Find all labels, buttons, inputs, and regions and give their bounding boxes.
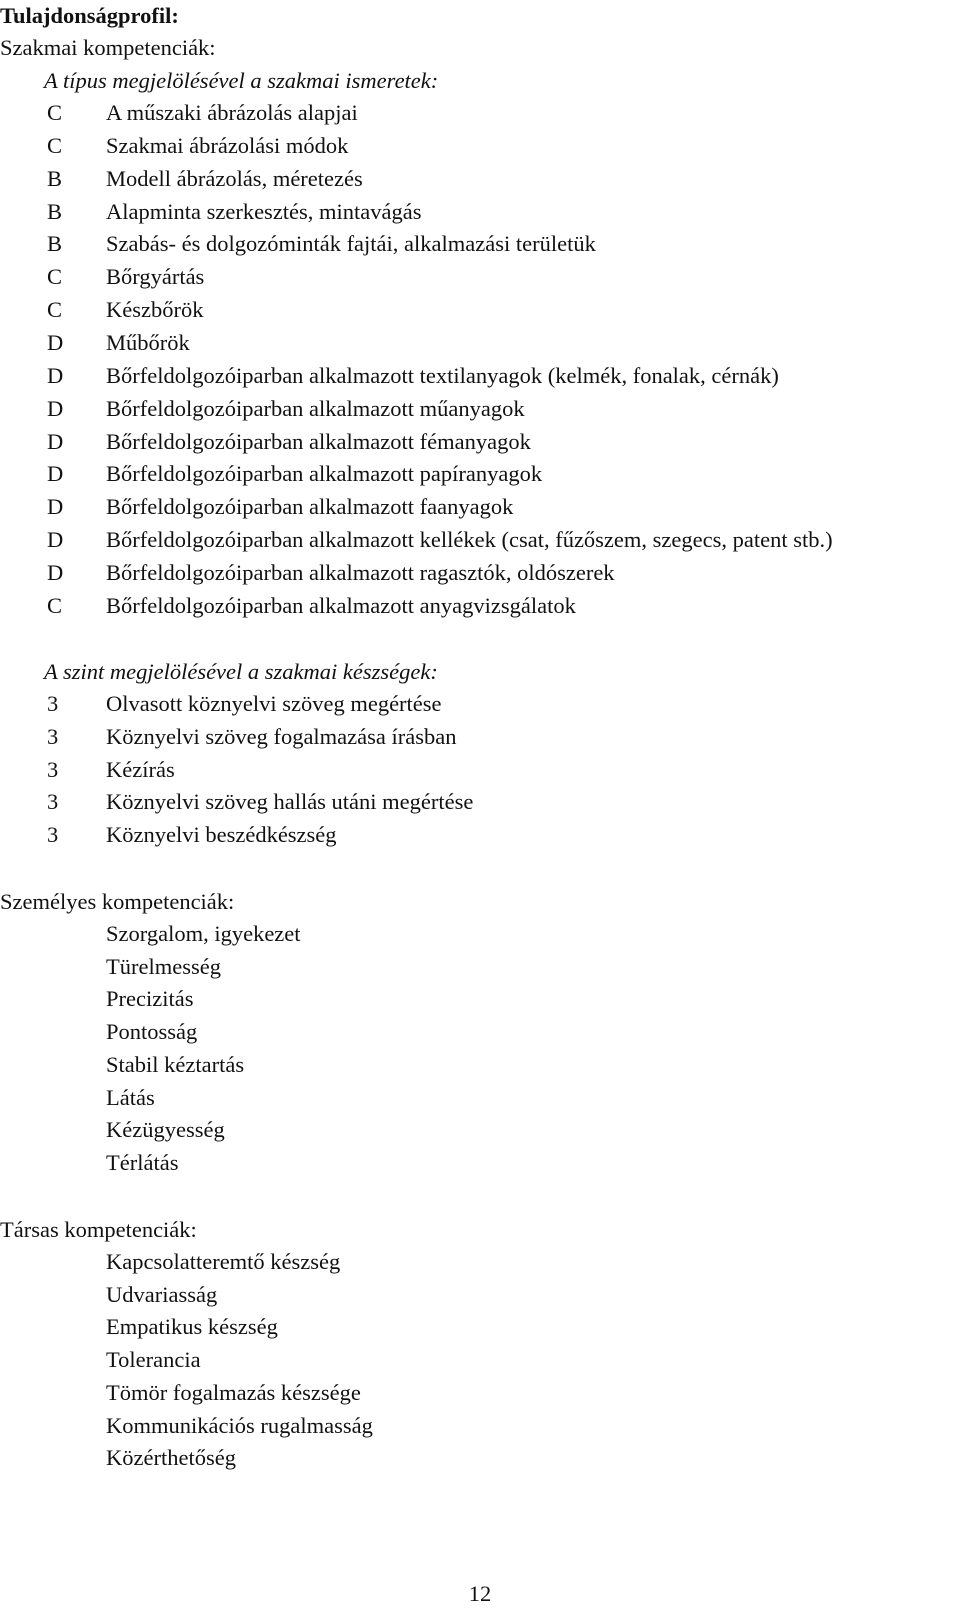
item-text: Bőrfeldolgozóiparban alkalmazott papíranyagok xyxy=(106,461,543,487)
ismeret-row xyxy=(0,263,960,291)
tarsas-row xyxy=(0,1281,960,1309)
szemelyes-row xyxy=(0,953,960,981)
tarsas-row xyxy=(0,1379,960,1407)
szemelyes-row xyxy=(0,1018,960,1046)
ismeret-row xyxy=(0,198,960,226)
item-code: C xyxy=(47,592,63,618)
item-text: Látás xyxy=(106,1084,155,1110)
item-code: 3 xyxy=(47,691,59,716)
item-text: Kommunikációs rugalmasság xyxy=(106,1412,373,1438)
item-text: Empatikus készség xyxy=(106,1314,278,1340)
ismeret-row xyxy=(0,362,960,390)
keszsegek-heading: A szint megjelölésével a szakmai készségek: xyxy=(44,659,438,684)
item-text: Műbőrök xyxy=(106,329,190,355)
item-text: Pontosság xyxy=(106,1019,198,1045)
tarsas-row xyxy=(0,1412,960,1440)
item-text: Szorgalom, igyekezet xyxy=(106,921,301,946)
szemelyes-row xyxy=(0,1051,960,1079)
keszseg-row xyxy=(0,723,960,751)
item-text: Bőrfeldolgozóiparban alkalmazott kellékek (csat, fűzőszem, szegecs, patent stb.) xyxy=(106,527,833,553)
item-code: B xyxy=(47,231,63,257)
keszseg-row xyxy=(0,821,960,849)
item-text: Szabás- és dolgozóminták fajtái, alkalmazási területük xyxy=(106,231,596,257)
item-code: D xyxy=(47,395,64,421)
item-code: C xyxy=(47,264,63,290)
item-text: Bőrgyártás xyxy=(106,264,205,290)
tarsas-row xyxy=(0,1346,960,1374)
item-text: Precizitás xyxy=(106,986,194,1012)
item-text: Készbőrök xyxy=(106,297,204,323)
ismeret-row xyxy=(0,526,960,554)
keszseg-row xyxy=(0,788,960,816)
item-code: D xyxy=(47,559,64,585)
item-code: 3 xyxy=(47,723,59,749)
ismeret-row xyxy=(0,132,960,160)
ismeret-row xyxy=(0,99,960,127)
ismeret-row xyxy=(0,428,960,456)
item-code: 3 xyxy=(47,789,59,815)
tarsas-row xyxy=(0,1444,960,1472)
tarsas-row xyxy=(0,1248,960,1276)
szemelyes-heading: Személyes kompetenciák: xyxy=(0,889,235,914)
ismeret-row xyxy=(0,493,960,521)
item-text: Tömör fogalmazás készsége xyxy=(106,1379,361,1405)
item-code: C xyxy=(47,132,63,158)
item-code: D xyxy=(47,461,64,487)
item-text: Bőrfeldolgozóiparban alkalmazott ragasztók, oldószerek xyxy=(106,559,615,585)
item-code: D xyxy=(47,494,64,520)
item-text: Térlátás xyxy=(106,1149,179,1175)
ismeret-row xyxy=(0,165,960,193)
ismeretek-heading: A típus megjelölésével a szakmai ismeretek: xyxy=(44,68,439,93)
keszseg-row xyxy=(0,756,960,784)
ismeret-row xyxy=(0,395,960,423)
item-text: Szakmai ábrázolási módok xyxy=(106,132,349,158)
item-text: Türelmesség xyxy=(106,953,221,979)
item-text: Olvasott köznyelvi szöveg megértése xyxy=(106,691,442,716)
szemelyes-row xyxy=(0,985,960,1013)
item-text: Stabil kéztartás xyxy=(106,1051,245,1077)
ismeret-row xyxy=(0,460,960,488)
item-text: Bőrfeldolgozóiparban alkalmazott faanyagok xyxy=(106,494,514,520)
item-text: Köznyelvi beszédkészség xyxy=(106,822,337,848)
item-code: B xyxy=(47,165,63,191)
item-code: C xyxy=(47,297,63,323)
item-text: Köznyelvi szöveg hallás utáni megértése xyxy=(106,789,474,815)
page-number: 12 xyxy=(468,1581,492,1606)
item-text: Bőrfeldolgozóiparban alkalmazott anyagvizsgálatok xyxy=(106,592,576,618)
item-text: Kézírás xyxy=(106,756,175,782)
item-code: D xyxy=(47,362,64,388)
ismeret-row xyxy=(0,559,960,587)
item-text: Udvariasság xyxy=(106,1281,218,1307)
item-text: Kapcsolatteremtő készség xyxy=(106,1249,341,1274)
szemelyes-row xyxy=(0,1116,960,1144)
tarsas-heading: Társas kompetenciák: xyxy=(0,1217,197,1242)
item-code: D xyxy=(47,527,64,553)
szemelyes-row xyxy=(0,1084,960,1112)
item-code: 3 xyxy=(47,822,59,848)
tarsas-row xyxy=(0,1313,960,1341)
item-text: Köznyelvi szöveg fogalmazása írásban xyxy=(106,723,457,749)
item-code: B xyxy=(47,198,63,224)
ismeret-row xyxy=(0,329,960,357)
item-text: Alapminta szerkesztés, mintavágás xyxy=(106,198,422,224)
ismeret-row xyxy=(0,592,960,620)
szemelyes-row xyxy=(0,920,960,948)
ismeret-row xyxy=(0,230,960,258)
item-text: Tolerancia xyxy=(106,1347,201,1373)
item-code: 3 xyxy=(47,756,59,782)
item-text: Közérthetőség xyxy=(106,1445,236,1471)
item-code: D xyxy=(47,329,64,355)
item-code: C xyxy=(47,100,63,125)
page-title: Tulajdonságprofil: xyxy=(0,3,179,28)
item-text: A műszaki ábrázolás alapjai xyxy=(106,100,358,125)
item-text: Kézügyesség xyxy=(106,1117,225,1143)
item-code: D xyxy=(47,428,64,454)
item-text: Modell ábrázolás, méretezés xyxy=(106,165,363,191)
item-text: Bőrfeldolgozóiparban alkalmazott textilanyagok (kelmék, fonalak, cérnák) xyxy=(106,362,779,388)
szakmai-heading: Szakmai kompetenciák: xyxy=(0,35,216,60)
item-text: Bőrfeldolgozóiparban alkalmazott fémanyagok xyxy=(106,428,531,454)
item-text: Bőrfeldolgozóiparban alkalmazott műanyagok xyxy=(106,395,525,421)
ismeret-row xyxy=(0,296,960,324)
keszseg-row xyxy=(0,690,960,718)
szemelyes-row xyxy=(0,1149,960,1177)
